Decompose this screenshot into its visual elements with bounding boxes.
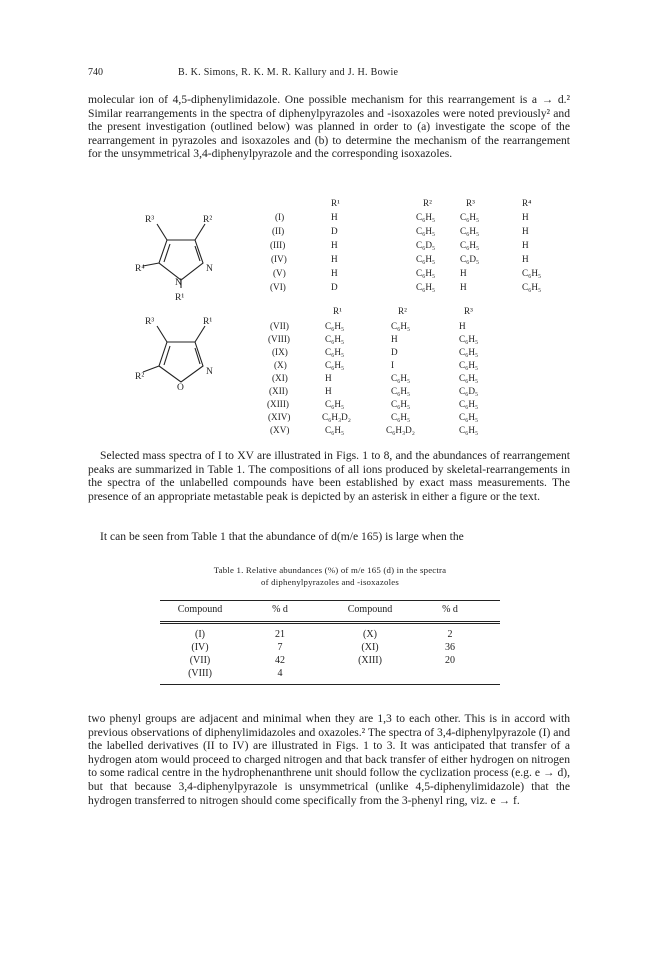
isoxazole-r1-label: R¹: [203, 317, 213, 327]
pyr-row-id: (II): [272, 226, 285, 236]
isox-cell: C₆H₅: [459, 360, 479, 370]
isox-cell: C₆H₃D₂: [386, 425, 416, 435]
isox-cell: H: [391, 334, 398, 344]
table-1-cell: 2: [447, 629, 453, 640]
pyr-row-id: (III): [270, 240, 286, 250]
pyr-header-r1: R¹: [331, 198, 340, 208]
pyr-cell: H: [522, 254, 529, 264]
isoxazole-r2-bond: [143, 366, 159, 372]
pyrazole-r4-bond: [143, 263, 159, 266]
pyr-cell: D: [331, 282, 338, 292]
table-1-top-rule: [160, 600, 500, 601]
pyr-row-id: (I): [275, 212, 285, 222]
isox-row-id: (XV): [270, 425, 290, 435]
table-1-cell: (I): [195, 629, 205, 640]
isox-cell: I: [391, 360, 395, 370]
pyrazole-structure: [135, 208, 245, 303]
isox-cell: C₆H₅: [391, 412, 411, 422]
pyrazole-ring-bonds: [159, 240, 203, 280]
pyr-cell: C₆D₅: [416, 240, 436, 250]
table-1-cell: 20: [445, 655, 455, 666]
isox-row-id: (XIV): [268, 412, 291, 422]
pyr-row-id: (IV): [271, 254, 287, 264]
pyr-cell: H: [331, 268, 338, 278]
isox-cell: C₆H₅: [391, 321, 411, 331]
isoxazole-r2-label: R²: [135, 372, 145, 382]
isox-cell: C₆H₅: [391, 373, 411, 383]
isox-row-id: (VII): [270, 321, 289, 331]
table-1-header: Compound: [177, 604, 223, 615]
isox-header-r2: R²: [398, 306, 407, 316]
table-1-cell: 7: [277, 642, 283, 653]
pyrazole-r3-label: R³: [145, 215, 155, 225]
isox-cell: C₆H₅: [391, 399, 411, 409]
pyr-cell: H: [331, 254, 338, 264]
isox-row-id: (XI): [272, 373, 288, 383]
pyr-cell: C₆D₅: [460, 254, 480, 264]
pyr-cell: H: [331, 212, 338, 222]
isox-cell: C₆H₅: [325, 347, 345, 357]
isoxazole-r3-label: R³: [145, 317, 155, 327]
pyr-cell: H: [522, 212, 529, 222]
pyr-row-id: (VI): [270, 282, 286, 292]
isox-cell: C₆H₅: [459, 399, 479, 409]
isox-cell: C₆H₅: [459, 412, 479, 422]
table-1-cell: (VIII): [188, 668, 212, 679]
table-1-header: Compound: [347, 604, 393, 615]
table-1-cell: (VII): [189, 655, 211, 666]
isox-cell: C₆H₅: [325, 399, 345, 409]
isox-cell: C₆H₅: [459, 347, 479, 357]
pyr-header-r2: R²: [423, 198, 432, 208]
pyr-cell: C₆H₅: [460, 240, 480, 250]
isox-row-id: (IX): [272, 347, 288, 357]
isox-cell: C₆H₅: [391, 386, 411, 396]
paragraph-results: Selected mass spectra of I to XV are illustrated in Figs. 1 to 8, and the abundances of rearrangement peaks are summarized in Table 1. The compositions of all ions produced by skeletal-rearrangements in the spectra of the unlabelled compounds have been established by exact mass measurements. The presence of an appropriate metastable peak is depicted by an asterisk in either a figure or the text.: [88, 449, 570, 503]
pyr-cell: C₆H₅: [416, 226, 436, 236]
pyrazole-n1-label: N: [175, 278, 182, 288]
pyr-cell: H: [460, 268, 467, 278]
table-1-cell: (IV): [191, 642, 209, 653]
pyr-cell: C₆H₅: [460, 226, 480, 236]
isox-row-id: (XIII): [267, 399, 289, 409]
pyr-header-r3: R³: [466, 198, 475, 208]
isoxazole-r1-bond: [195, 326, 205, 342]
isox-cell: H: [325, 386, 332, 396]
isox-cell: C₆H₅: [325, 334, 345, 344]
isoxazole-r3-bond: [157, 326, 167, 342]
isox-row-id: (XII): [269, 386, 288, 396]
pyr-cell: C₆H₅: [416, 268, 436, 278]
isox-cell: C₆H₅: [459, 334, 479, 344]
pyr-cell: C₆H₅: [522, 268, 542, 278]
paragraph-table-lead: It can be seen from Table 1 that the abundance of d(m/e 165) is large when the: [100, 530, 464, 543]
pyr-cell: H: [522, 240, 529, 250]
isoxazole-o-label: O: [177, 383, 184, 393]
table-1-cell: 42: [275, 655, 285, 666]
table-1-cell: 36: [445, 642, 455, 653]
table-1-caption-line-1: Table 1. Relative abundances (%) of m/e 165 (d) in the spectra: [213, 565, 447, 575]
pyrazole-r2-label: R²: [203, 215, 213, 225]
table-1-header: % d: [272, 604, 288, 615]
table-1-cell: (XIII): [358, 655, 382, 666]
pyr-cell: H: [522, 226, 529, 236]
isox-cell: H: [459, 321, 466, 331]
isox-cell: C₆H₃D₂: [322, 412, 352, 422]
paragraph-intro: molecular ion of 4,5-diphenylimidazole. One possible mechanism for this rearrangement is a → d.² Similar rearrangements in the spectra of diphenylpyrazoles and -isoxazoles were noted previously² and the present investigation (outlined below) was planned in order to (a) investigate the scope of the rearrangement in pyrazoles and isoxazoles and (b) to determine the mechanism of the rearrangement for the unsymmetrical 3,4-diphenylpyrazole and the corresponding isoxazoles.: [88, 93, 570, 161]
pyr-cell: H: [460, 282, 467, 292]
isox-cell: C₆H₅: [325, 425, 345, 435]
pyr-cell: C₆H₅: [460, 212, 480, 222]
pyr-cell: H: [331, 240, 338, 250]
pyr-cell: C₆H₅: [416, 254, 436, 264]
table-1-cell: 4: [277, 668, 283, 679]
table-1-header: % d: [442, 604, 458, 615]
paragraph-discussion: two phenyl groups are adjacent and minimal when they are 1,3 to each other. This is in accord with previous observations of diphenylimidazoles and oxazoles.² The spectra of 3,4-diphenylpyrazole (I) and the labelled derivatives (II to IV) are illustrated in Figs. 1 to 3. It was anticipated that transfer of a hydrogen atom would proceed to charged nitrogen and that back transfer of either hydrogen on nitrogen to some radical centre in the hydrophenanthrene unit should follow the cyclization process (e.g. e → d), but that because 3,4-diphenylpyrazole is unsymmetrical (unlike 4,5-diphenylimidazole) that the hydrogen transferred to nitrogen should come specifically from the 3-phenyl ring, viz. e → f.: [88, 712, 571, 807]
table-1-header-rule: [160, 621, 500, 622]
page-number: 740: [88, 67, 103, 78]
isox-cell: C₆H₅: [459, 373, 479, 383]
pyrazole-r3-bond: [157, 224, 167, 240]
table-1-header-rule-2: [160, 623, 500, 624]
isox-header-r3: R³: [464, 306, 473, 316]
pyr-cell: D: [331, 226, 338, 236]
isox-cell: H: [325, 373, 332, 383]
isox-cell: C₆H₅: [325, 321, 345, 331]
isox-row-id: (VIII): [268, 334, 290, 344]
pyrazole-r2-bond: [195, 224, 205, 240]
pyr-cell: C₆H₅: [416, 282, 436, 292]
table-1-caption-line-2: of diphenylpyrazoles and -isoxazoles: [261, 576, 399, 587]
table-1-bottom-rule: [160, 684, 500, 685]
table-1-cell: 21: [275, 629, 285, 640]
isox-row-id: (X): [274, 360, 287, 370]
table-1-caption: [150, 565, 510, 588]
pyrazole-n2-label: N: [206, 264, 213, 274]
pyr-cell: C₆H₅: [522, 282, 542, 292]
isoxazole-structure: [135, 310, 245, 400]
pyr-cell: C₆H₅: [416, 212, 436, 222]
isox-cell: D: [391, 347, 398, 357]
table-1-cell: (XI): [361, 642, 379, 653]
isox-cell: C₆H₅: [325, 360, 345, 370]
author-line: B. K. Simons, R. K. M. R. Kallury and J. H. Bowie: [178, 67, 399, 78]
isoxazole-ring-bonds: [159, 342, 203, 382]
pyrazole-r1-label: R¹: [175, 293, 185, 303]
table-1-cell: (X): [363, 629, 377, 640]
isoxazole-n-label: N: [206, 367, 213, 377]
pyr-row-id: (V): [273, 268, 286, 278]
isox-cell: C₆H₅: [459, 425, 479, 435]
pyrazole-r4-label: R⁴: [135, 264, 145, 274]
isox-header-r1: R¹: [333, 306, 342, 316]
isox-cell: C₆D₅: [459, 386, 479, 396]
pyr-header-r4: R⁴: [522, 198, 532, 208]
